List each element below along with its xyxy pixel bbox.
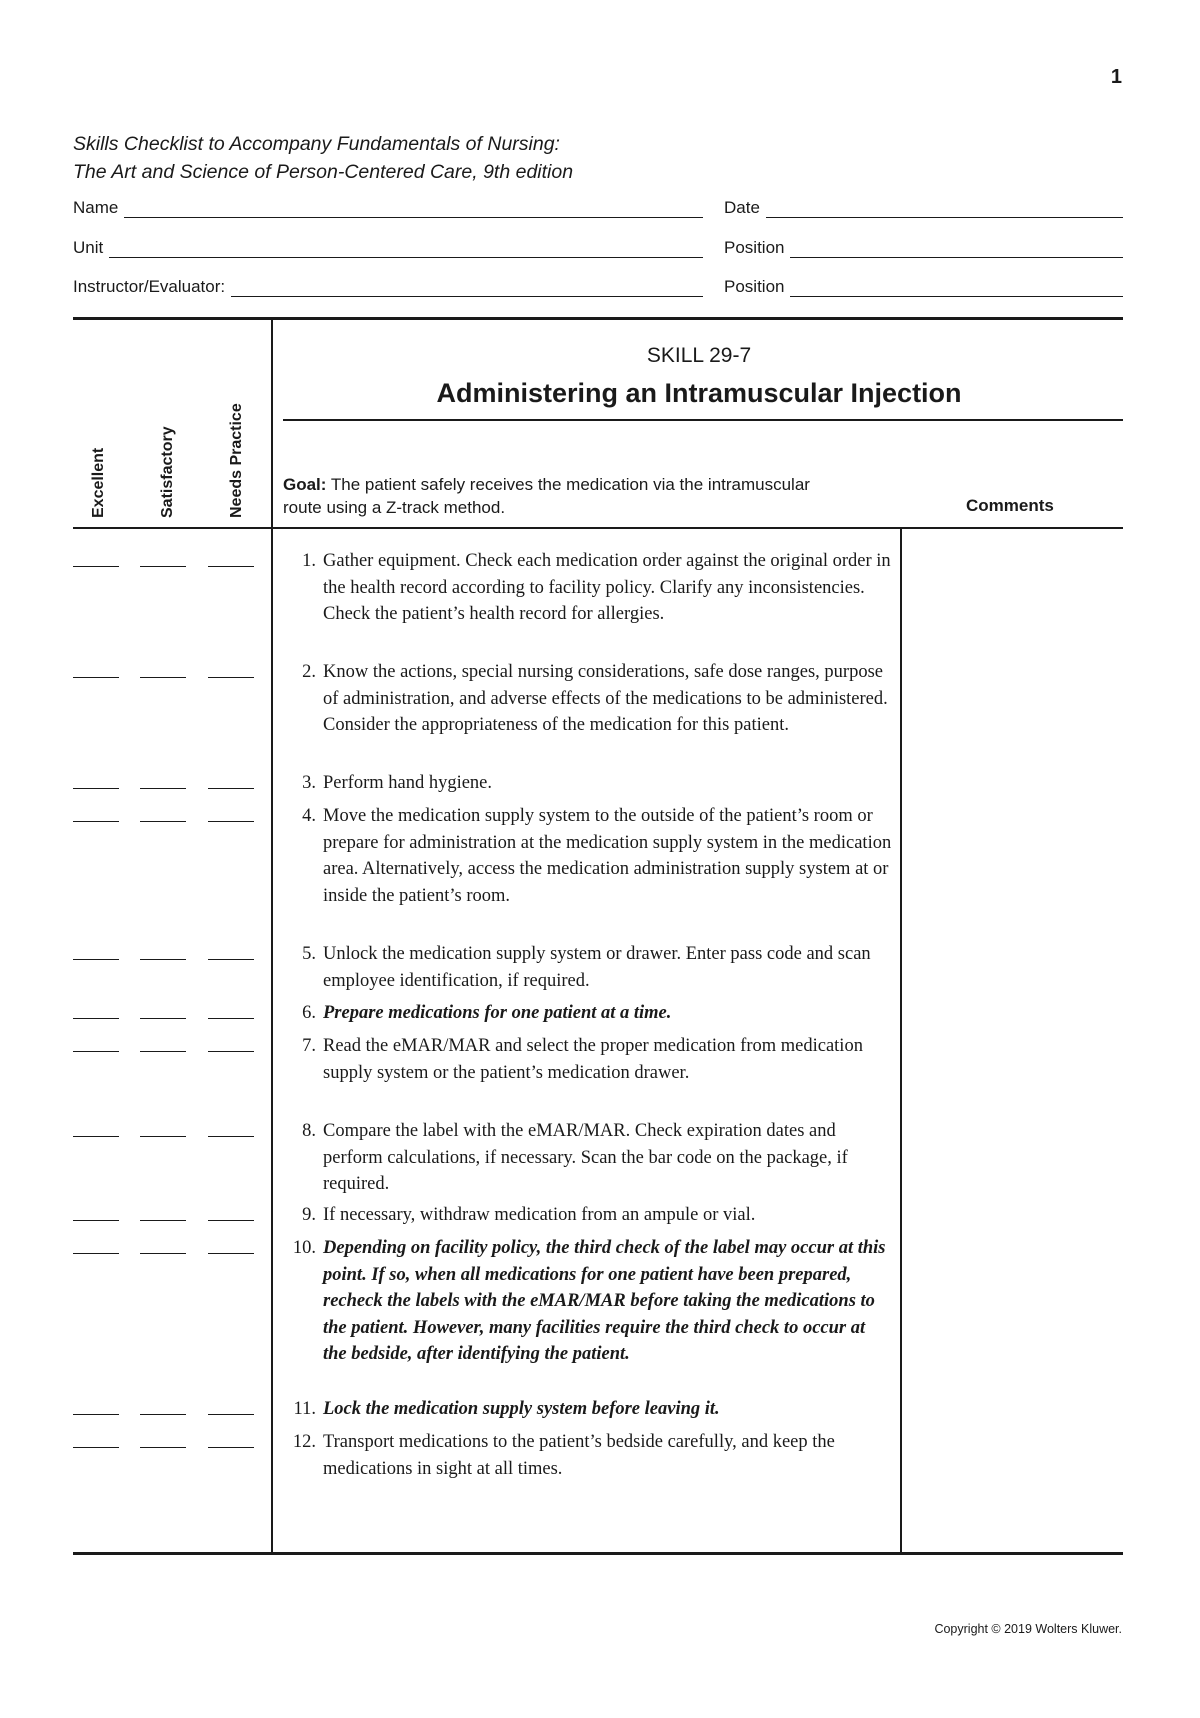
needs-practice-blank[interactable] [208,1253,254,1254]
step-text: Perform hand hygiene. [323,773,493,793]
skill-number: SKILL 29-7 [646,344,752,367]
excellent-blank[interactable] [73,959,119,960]
date-field[interactable] [724,198,1123,218]
step-text: Gather equipment. Check each medication order against the original order in the health record according to facility policy. Clarify any inconsistencies. Check the patient’s health record for allergies. [323,551,891,624]
instructor-field[interactable] [73,277,703,297]
unit-line[interactable] [109,239,703,258]
needs-practice-blank[interactable] [208,1447,254,1448]
needs-practice-blank[interactable] [208,1018,254,1019]
step-text: If necessary, withdraw medication from an ampule or vial. [323,1205,756,1225]
comments-column-divider [900,528,902,1553]
position-line-1[interactable] [790,239,1123,258]
satisfactory-blank[interactable] [140,1220,186,1221]
needs-practice-blank[interactable] [208,959,254,960]
step-number: 12. [292,1432,316,1452]
name-label: Name [73,198,119,217]
goal-text: The patient safely receives the medication via the intramuscular route using a Z-track method. [283,475,810,517]
book-title-line-2: The Art and Science of Person-Centered Care, 9th edition [73,161,574,183]
comments-header: Comments [966,496,1054,515]
page-number: 1 [1110,66,1122,88]
step-number: 6. [302,1003,316,1023]
satisfactory-blank[interactable] [140,677,186,678]
position-label-2: Position [724,277,785,296]
step-number: 3. [302,773,316,793]
copyright-notice: Copyright © 2019 Wolters Kluwer. [934,1622,1122,1636]
step-number: 1. [302,551,316,571]
step-text: Unlock the medication supply system or drawer. Enter pass code and scan employee identification, if required. [323,944,871,991]
goal-statement [283,473,843,519]
needs-practice-blank[interactable] [208,677,254,678]
excellent-blank[interactable] [73,1136,119,1137]
excellent-blank[interactable] [73,1018,119,1019]
excellent-blank[interactable] [73,1220,119,1221]
step-text: Transport medications to the patient’s bedside carefully, and keep the medications in sight at all times. [323,1432,835,1479]
excellent-blank[interactable] [73,1253,119,1254]
satisfactory-blank[interactable] [140,788,186,789]
book-title [73,130,573,186]
needs-practice-blank[interactable] [208,1220,254,1221]
excellent-blank[interactable] [73,1051,119,1052]
excellent-blank[interactable] [73,677,119,678]
satisfactory-blank[interactable] [140,821,186,822]
skill-title: Administering an Intramuscular Injection [436,378,962,408]
instructor-label: Instructor/Evaluator: [73,277,226,296]
step-number: 2. [302,662,316,682]
excellent-header: Excellent [90,447,107,518]
excellent-blank[interactable] [73,566,119,567]
step-number: 7. [302,1036,316,1056]
position-field-2[interactable] [724,277,1123,297]
excellent-blank[interactable] [73,788,119,789]
step-text: Compare the label with the eMAR/MAR. Check expiration dates and perform calculations, if necessary. Scan the bar code on the package, if required. [323,1121,848,1194]
needs-practice-blank[interactable] [208,1136,254,1137]
step-text: Lock the medication supply system before leaving it. [323,1399,720,1419]
step-text: Depending on facility policy, the third check of the label may occur at this point. If so, when all medications for one patient have been prepared, recheck the labels with the eMAR/MAR before taking the medications to the patient. However, many facilities require the third check to occur at the bedside, after identifying the patient. [323,1238,886,1364]
needs-practice-blank[interactable] [208,566,254,567]
step-number: 11. [293,1399,316,1419]
step-text: Read the eMAR/MAR and select the proper medication from medication supply system or the patient’s medication drawer. [323,1036,863,1083]
rating-column-divider [271,318,273,1553]
unit-field[interactable] [73,238,703,258]
excellent-blank[interactable] [73,1447,119,1448]
step-number: 4. [302,806,316,826]
step-text: Prepare medications for one patient at a time. [323,1003,672,1023]
satisfactory-blank[interactable] [140,1253,186,1254]
satisfactory-blank[interactable] [140,1051,186,1052]
position-field-1[interactable] [724,238,1123,258]
position-label-1: Position [724,238,785,257]
needs-practice-blank[interactable] [208,821,254,822]
book-title-line-1: Skills Checklist to Accompany Fundamentals of Nursing: [73,133,560,155]
needs-practice-blank[interactable] [208,788,254,789]
step-number: 10. [292,1238,316,1258]
excellent-blank[interactable] [73,821,119,822]
date-label: Date [724,198,760,217]
step-text: Know the actions, special nursing considerations, safe dose ranges, purpose of administration, and adverse effects of the medications to be administered. Consider the appropriateness of the medication for this patient. [323,662,888,735]
table-bottom-rule [73,1552,1123,1555]
name-line[interactable] [124,199,703,218]
date-line[interactable] [766,199,1123,218]
position-line-2[interactable] [790,278,1123,297]
needs-practice-header: Needs Practice [228,403,245,518]
satisfactory-blank[interactable] [140,1414,186,1415]
satisfactory-header: Satisfactory [159,426,176,518]
title-underline [283,419,1123,421]
satisfactory-blank[interactable] [140,1447,186,1448]
name-field[interactable] [73,198,703,218]
satisfactory-blank[interactable] [140,566,186,567]
satisfactory-blank[interactable] [140,1018,186,1019]
needs-practice-blank[interactable] [208,1051,254,1052]
table-top-rule [73,317,1123,320]
excellent-blank[interactable] [73,1414,119,1415]
step-number: 5. [302,944,316,964]
step-text: Move the medication supply system to the outside of the patient’s room or prepare for administration at the medication supply system in the medication area. Alternatively, access the medication administration supply system at or inside the patient’s room. [323,806,892,906]
step-number: 9. [302,1205,316,1225]
satisfactory-blank[interactable] [140,959,186,960]
satisfactory-blank[interactable] [140,1136,186,1137]
instructor-line[interactable] [231,278,703,297]
needs-practice-blank[interactable] [208,1414,254,1415]
step-number: 8. [302,1121,316,1141]
header-bottom-rule [73,527,1123,529]
unit-label: Unit [73,238,104,257]
goal-label: Goal: [283,475,327,494]
